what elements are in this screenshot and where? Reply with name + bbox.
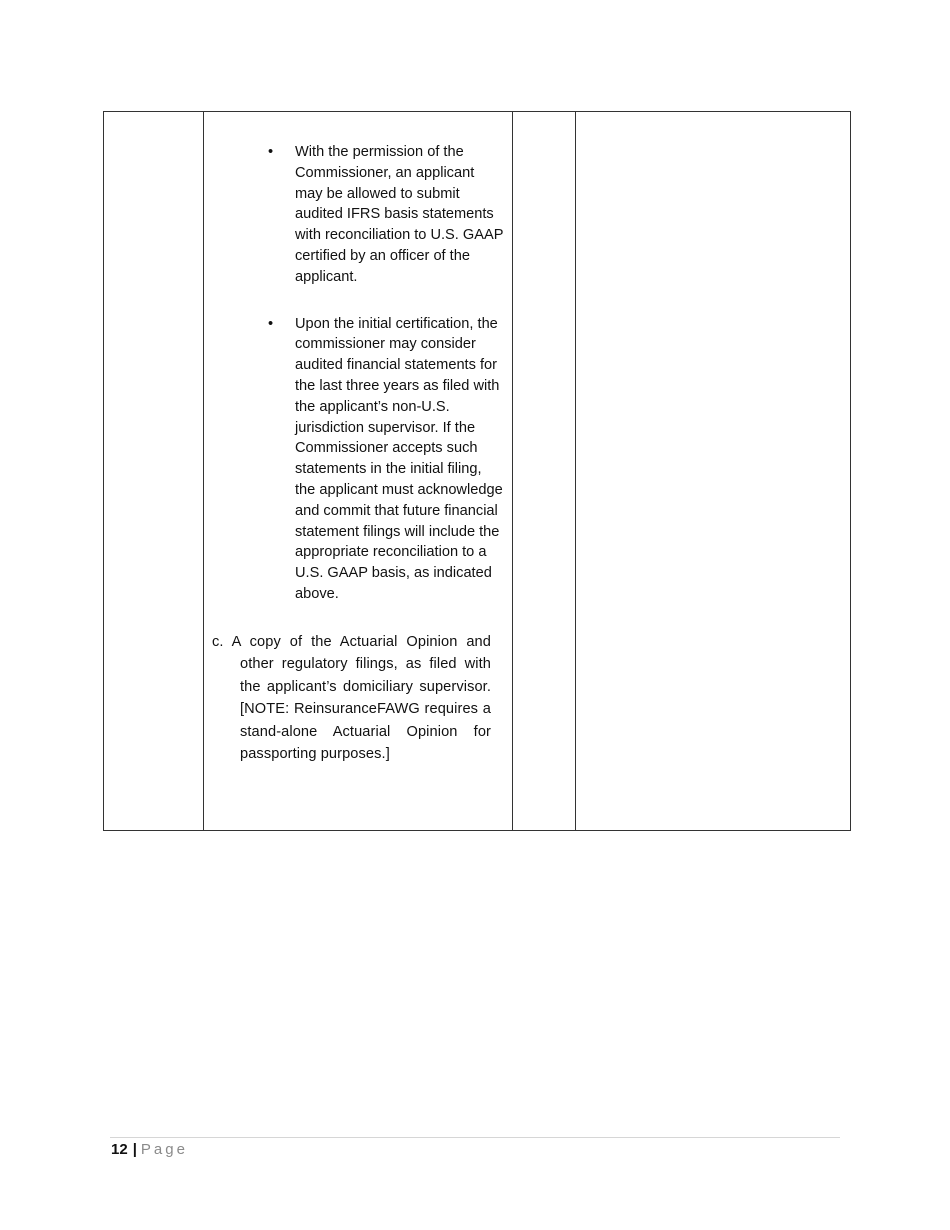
list-item	[268, 314, 505, 605]
table-cell-empty-3	[576, 112, 851, 831]
list-item	[268, 142, 505, 288]
bullet-icon: •	[268, 315, 274, 332]
page-label: Page	[140, 1141, 188, 1158]
footer-divider	[110, 1137, 840, 1138]
table-cell-empty-1	[104, 112, 204, 831]
bullet-icon: •	[268, 144, 274, 160]
page-footer	[111, 1140, 188, 1160]
table-cell-empty-2	[513, 112, 576, 831]
requirements-content	[204, 142, 512, 766]
bullet-text: With the permission of the Commissioner, an applicant may be allowed to submit audited IFRS basis statements with reconciliation to U.S. GAAP certified by an officer of the applicant.	[295, 144, 504, 285]
item-c-paragraph: c. A copy of the Actuarial Opinion and other regulatory filings, as filed with the applicant’s domiciliary supervisor. [NOTE: ReinsuranceFAWG requires a stand-alone Actuarial Opinion for passporting purposes.]	[212, 633, 491, 763]
table-row	[104, 112, 851, 831]
page-number: 12	[111, 1141, 128, 1158]
table-cell-requirements	[204, 112, 513, 831]
bullet-text: Upon the initial certification, the commissioner may consider audited financial statements for the last three years as filed with the applicant’s non-U.S. jurisdiction supervisor. If the Commissioner accepts such statements in the initial filing, the applicant must acknowledge and commit that future financial statement filings will include the appropriate reconciliation to a U.S. GAAP basis, as indicated above.	[295, 315, 503, 602]
requirements-table	[103, 111, 851, 831]
page-separator: |	[132, 1141, 137, 1158]
